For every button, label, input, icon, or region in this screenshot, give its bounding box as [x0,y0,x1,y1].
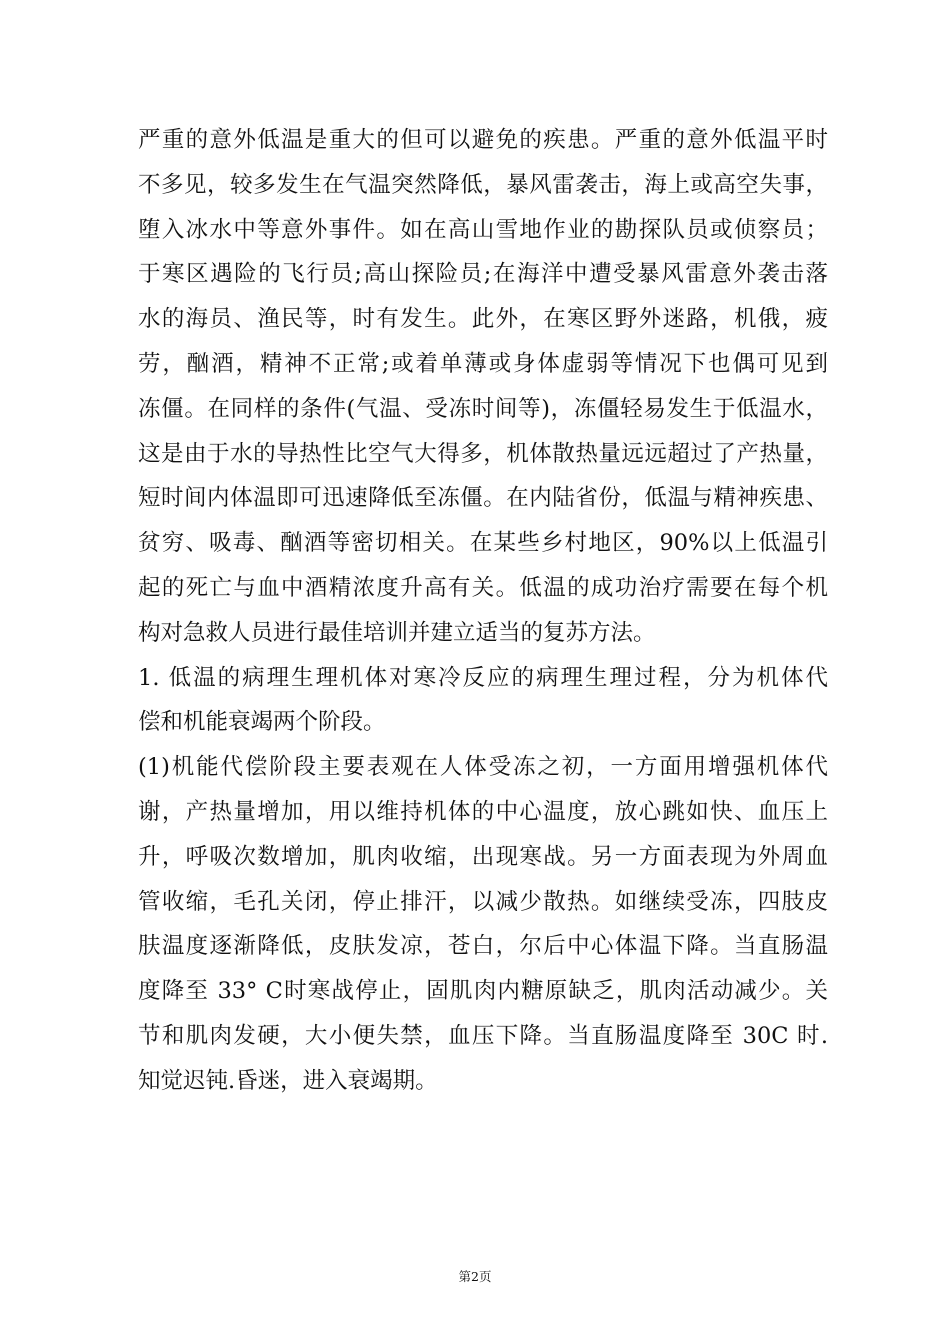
text-line: 度降至 33° C时寒战停止，固肌肉内糖原缺乏，肌肉活动减少。关 [138,978,828,1005]
text-line: 起的死亡与血中酒精浓度升高有关。低温的成功治疗需要在每个机 [138,574,828,601]
text-line: 短时间内体温即可迅速降低至冻僵。在内陆省份，低温与精神疾患、 [138,485,828,512]
text-line: 升，呼吸次数增加，肌肉收缩，出现寒战。另一方面表现为外周血 [138,843,828,870]
paragraph-intro [138,118,828,656]
text-line: 知觉迟钝.昏迷，进入衰竭期。 [138,1067,438,1094]
text-line: 偿和机能衰竭两个阶段。 [138,709,386,736]
paragraph-section-1 [138,656,828,746]
body-text [138,118,828,1104]
text-line: 严重的意外低温是重大的但可以避免的疾患。严重的意外低温平时 [138,127,828,153]
text-line: 堕入冰水中等意外事件。如在高山雪地作业的勘探队员或侦察员； [138,216,828,243]
text-line: 劳，酗酒，精神不正常;或着单薄或身体虚弱等情况下也偶可见到 [138,350,828,377]
paragraph-subsection-1 [138,745,828,1103]
text-line: 于寒区遇险的飞行员;高山探险员;在海洋中遭受暴风雷意外袭击落 [138,261,828,288]
text-line: 肤温度逐渐降低，皮肤发凉，苍白，尔后中心体温下降。当直肠温 [138,933,828,960]
page-number: 第2页 [458,1269,492,1284]
text-line: 不多见，较多发生在气温突然降低，暴风雷袭击，海上或高空失事， [138,171,828,198]
text-line: 贫穷、吸毒、酗酒等密切相关。在某些乡村地区，90%以上低温引 [138,530,828,557]
text-line: 这是由于水的导热性比空气大得多，机体散热量远远超过了产热量， [138,440,828,467]
text-line: 谢，产热量增加，用以维持机体的中心温度，放心跳如快、血压上 [138,798,828,825]
text-line: 1. 低温的病理生理机体对寒冷反应的病理生理过程，分为机体代 [138,664,828,691]
text-line: 冻僵。在同样的条件(气温、受冻时间等)，冻僵轻易发生于低温水， [138,395,828,422]
text-line: 管收缩，毛孔关闭，停止排汗，以减少散热。如继续受冻，四肢皮 [138,888,828,915]
text-line: 构对急救人员进行最佳培训并建立适当的复苏方法。 [138,619,656,646]
text-line: 节和肌肉发硬，大小便失禁，血压下降。当直肠温度降至 30C 时. [138,1022,828,1049]
text-line: 水的海员、渔民等，时有发生。此外，在寒区野外迷路，机俄，疲 [138,306,828,333]
text-line: (1)机能代偿阶段主要表观在人体受冻之初，一方面用增强机体代 [138,754,828,781]
